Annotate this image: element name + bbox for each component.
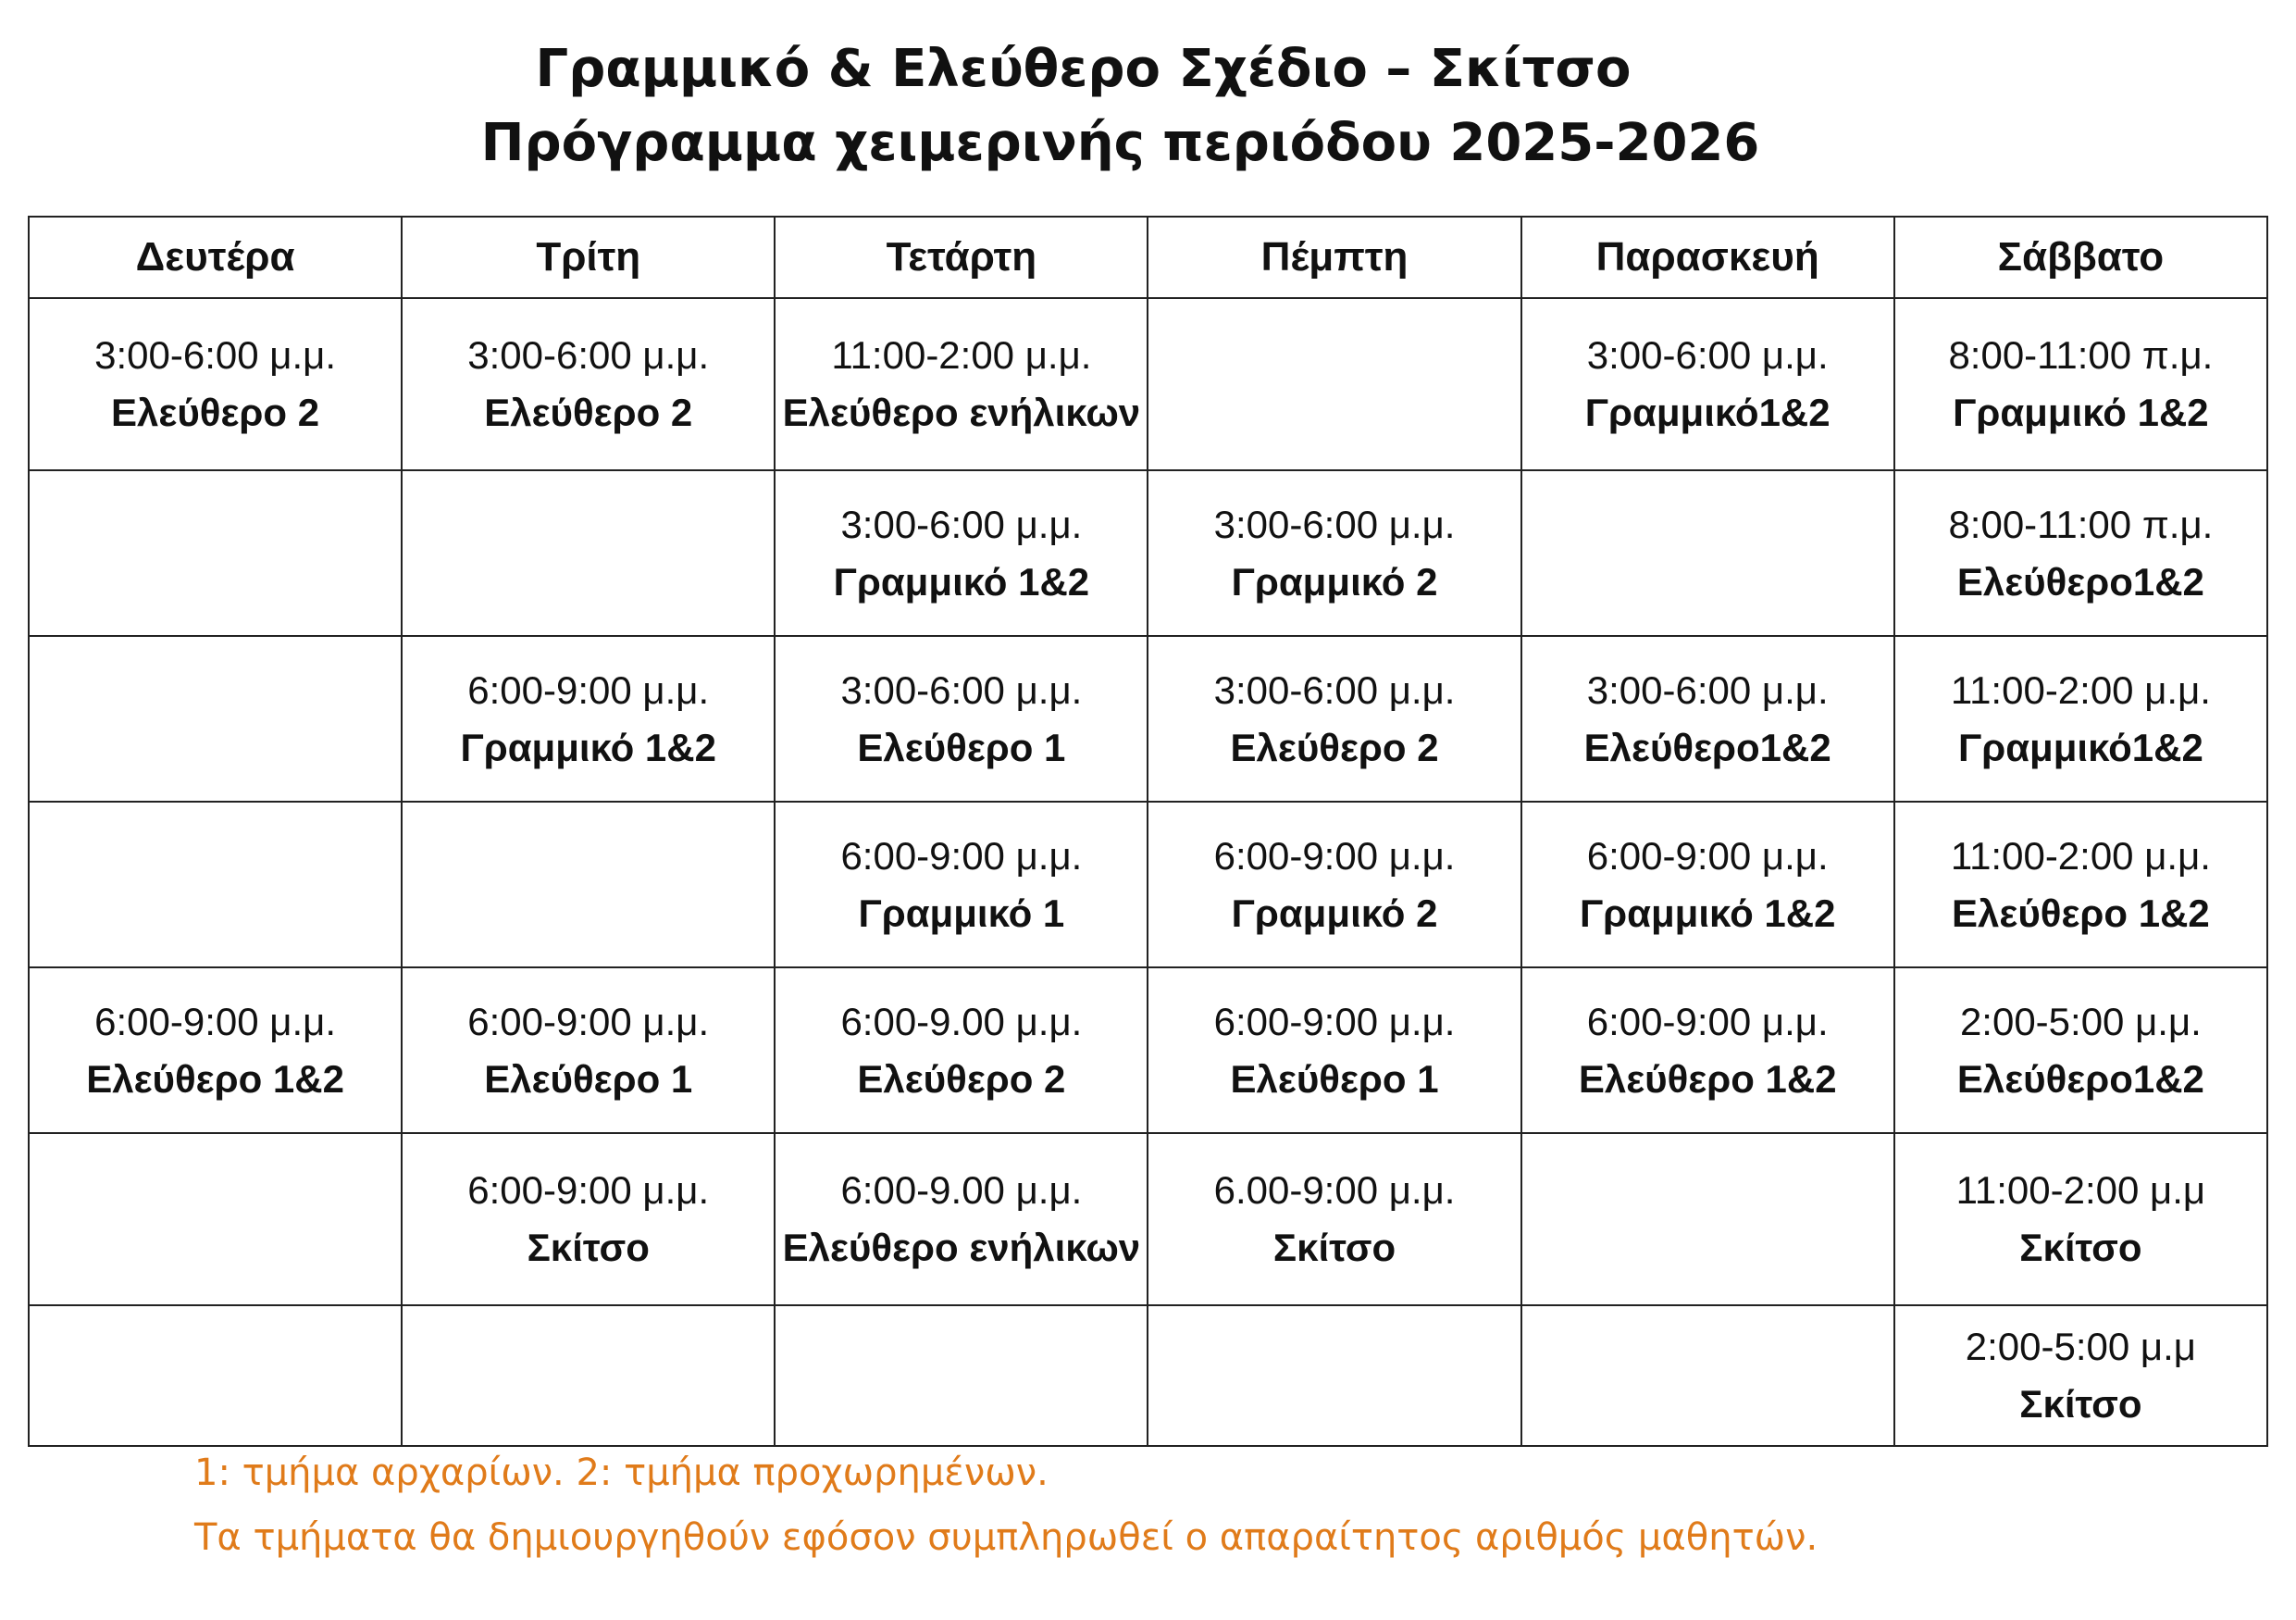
- session-class: Ελεύθερο1&2: [1956, 1056, 2204, 1101]
- schedule-cell: [29, 470, 402, 636]
- table-row: [29, 470, 2267, 636]
- schedule-cell: [1521, 1133, 1894, 1305]
- session-class: Ελεύθερο1&2: [1956, 559, 2204, 604]
- session-time: 11:00-2:00 μ.μ.: [1950, 667, 2211, 712]
- session-time: 11:00-2:00 μ.μ.: [831, 333, 1092, 377]
- table-row: [29, 298, 2267, 470]
- schedule-cell: [1148, 636, 1520, 802]
- session-class: Ελεύθερο 1: [484, 1056, 693, 1101]
- session-time: 6:00-9:00 μ.μ.: [467, 1168, 710, 1212]
- schedule-cell: [1521, 1305, 1894, 1446]
- schedule-cell: [402, 470, 775, 636]
- session-class: Ελεύθερο 2: [1230, 725, 1439, 769]
- schedule-cell: [1894, 1133, 2267, 1305]
- schedule-cell: [402, 636, 775, 802]
- schedule-cell: [1148, 1133, 1520, 1305]
- schedule-cell: [29, 1305, 402, 1446]
- session-class: Ελεύθερο 1&2: [86, 1056, 344, 1101]
- schedule-cell: [775, 967, 1148, 1133]
- schedule-cell: [402, 298, 775, 470]
- session-class: Γραμμικό 1: [858, 891, 1065, 935]
- schedule-cell: [775, 802, 1148, 967]
- table-row: [29, 1305, 2267, 1446]
- day-header: Σάββατο: [1894, 217, 2267, 298]
- schedule-cell: [29, 1133, 402, 1305]
- session-class: Σκίτσο: [2019, 1382, 2142, 1426]
- schedule-cell: [775, 1133, 1148, 1305]
- session-class: Γραμμικό 1&2: [1579, 891, 1836, 935]
- schedule-cell: [775, 470, 1148, 636]
- session-time: 6:00-9:00 μ.μ.: [840, 833, 1083, 878]
- table-row: [29, 636, 2267, 802]
- session-time: 11:00-2:00 μ.μ.: [1950, 833, 2211, 878]
- session-time: 6:00-9:00 μ.μ.: [1586, 833, 1829, 878]
- schedule-cell: [775, 636, 1148, 802]
- schedule-cell: [1894, 298, 2267, 470]
- table-row: [29, 1133, 2267, 1305]
- schedule-cell: [1148, 1305, 1520, 1446]
- session-class: Σκίτσο: [1272, 1226, 1396, 1269]
- schedule-cell: [775, 1305, 1148, 1446]
- schedule-cell: [402, 1133, 775, 1305]
- session-class: Ελεύθερο 1: [1230, 1056, 1439, 1101]
- enrollment-note: Τα τμήματα θα δημιουργηθούν εφόσον συμπληρωθεί ο απαραίτητος αριθμός μαθητών.: [194, 1516, 1818, 1559]
- table-row: [29, 967, 2267, 1133]
- session-class: Ελεύθερο 1&2: [1952, 891, 2210, 935]
- day-header: Δευτέρα: [29, 217, 402, 298]
- session-time: 8:00-11:00 π.μ.: [1948, 333, 2214, 377]
- schedule-cell: [1521, 636, 1894, 802]
- session-class: Γραμμικό 1&2: [833, 559, 1090, 604]
- session-time: 6:00-9:00 μ.μ.: [467, 667, 710, 712]
- schedule-cell: [1148, 470, 1520, 636]
- schedule-cell: [1148, 967, 1520, 1133]
- session-class: Ελεύθερο 2: [857, 1056, 1066, 1101]
- session-class: Ελεύθερο 1: [857, 725, 1066, 769]
- session-time: 6:00-9:00 μ.μ.: [1213, 833, 1456, 878]
- session-time: 3:00-6:00 μ.μ.: [1213, 667, 1456, 712]
- day-header: Τετάρτη: [775, 217, 1148, 298]
- session-class: Γραμμικό 1&2: [460, 725, 716, 769]
- session-class: Ελεύθερο 2: [484, 391, 693, 434]
- schedule-cell: [29, 967, 402, 1133]
- session-time: 6:00-9:00 μ.μ.: [1213, 999, 1456, 1043]
- session-class: Σκίτσο: [527, 1226, 650, 1269]
- day-header: Παρασκευή: [1521, 217, 1894, 298]
- session-time: 8:00-11:00 π.μ.: [1948, 502, 2214, 546]
- schedule-cell: [1894, 1305, 2267, 1446]
- session-time: 3:00-6:00 μ.μ.: [840, 502, 1083, 546]
- session-time: 6:00-9:00 μ.μ.: [94, 999, 337, 1043]
- session-class: Ελεύθερο1&2: [1583, 725, 1831, 769]
- session-time: 6:00-9:00 μ.μ.: [467, 999, 710, 1043]
- session-class: Γραμμικό 2: [1231, 559, 1438, 604]
- schedule-cell: [29, 298, 402, 470]
- page-subtitle: Πρόγραμμα χειμερινής περιόδου 2025-2026: [480, 113, 1760, 173]
- session-time: 2:00-5:00 μ.μ: [1965, 1325, 2196, 1368]
- page-title: Γραμμικό & Ελεύθερο Σχέδιο – Σκίτσο: [535, 39, 1632, 99]
- schedule-table: [28, 216, 2268, 1447]
- session-time: 3:00-6:00 μ.μ.: [467, 333, 710, 377]
- schedule-cell: [29, 636, 402, 802]
- session-class: Ελεύθερο 1&2: [1578, 1056, 1837, 1101]
- schedule-cell: [1894, 636, 2267, 802]
- schedule-cell: [775, 298, 1148, 470]
- schedule-cell: [29, 802, 402, 967]
- session-class: Γραμμικό 2: [1231, 891, 1438, 935]
- day-header: Πέμπτη: [1148, 217, 1520, 298]
- schedule-cell: [1894, 967, 2267, 1133]
- schedule-cell: [1148, 802, 1520, 967]
- schedule-cell: [402, 967, 775, 1133]
- session-time: 3:00-6:00 μ.μ.: [1586, 333, 1829, 377]
- day-header: Τρίτη: [402, 217, 775, 298]
- schedule-cell: [1894, 802, 2267, 967]
- session-time: 6:00-9:00 μ.μ.: [1586, 999, 1829, 1043]
- schedule-cell: [1521, 802, 1894, 967]
- session-class: Γραμμικό 1&2: [1953, 391, 2209, 434]
- session-time: 6:00-9.00 μ.μ.: [840, 1168, 1083, 1212]
- schedule-cell: [1894, 470, 2267, 636]
- schedule-cell: [1148, 298, 1520, 470]
- schedule-cell: [1521, 298, 1894, 470]
- session-class: Σκίτσο: [2019, 1226, 2142, 1269]
- schedule-cell: [1521, 967, 1894, 1133]
- session-time: 6.00-9:00 μ.μ.: [1213, 1168, 1456, 1212]
- session-class: Γραμμικό1&2: [1584, 391, 1831, 434]
- legend-note: 1: τμήμα αρχαρίων. 2: τμήμα προχωρημένων.: [194, 1452, 1049, 1494]
- session-time: 3:00-6:00 μ.μ.: [840, 667, 1083, 712]
- session-time: 3:00-6:00 μ.μ.: [94, 333, 337, 377]
- header-row: [29, 217, 2267, 298]
- session-class: Ελεύθερο ενήλικων: [782, 391, 1141, 434]
- schedule-cell: [402, 1305, 775, 1446]
- table-row: [29, 802, 2267, 967]
- schedule-cell: [1521, 470, 1894, 636]
- session-time: 3:00-6:00 μ.μ.: [1213, 502, 1456, 546]
- session-time: 6:00-9.00 μ.μ.: [840, 999, 1083, 1043]
- session-class: Ελεύθερο ενήλικων: [782, 1226, 1141, 1269]
- session-time: 2:00-5:00 μ.μ.: [1959, 999, 2202, 1043]
- session-time: 11:00-2:00 μ.μ: [1955, 1168, 2206, 1212]
- session-class: Γραμμικό1&2: [1957, 725, 2203, 769]
- session-class: Ελεύθερο 2: [111, 391, 320, 434]
- schedule-cell: [402, 802, 775, 967]
- session-time: 3:00-6:00 μ.μ.: [1586, 667, 1829, 712]
